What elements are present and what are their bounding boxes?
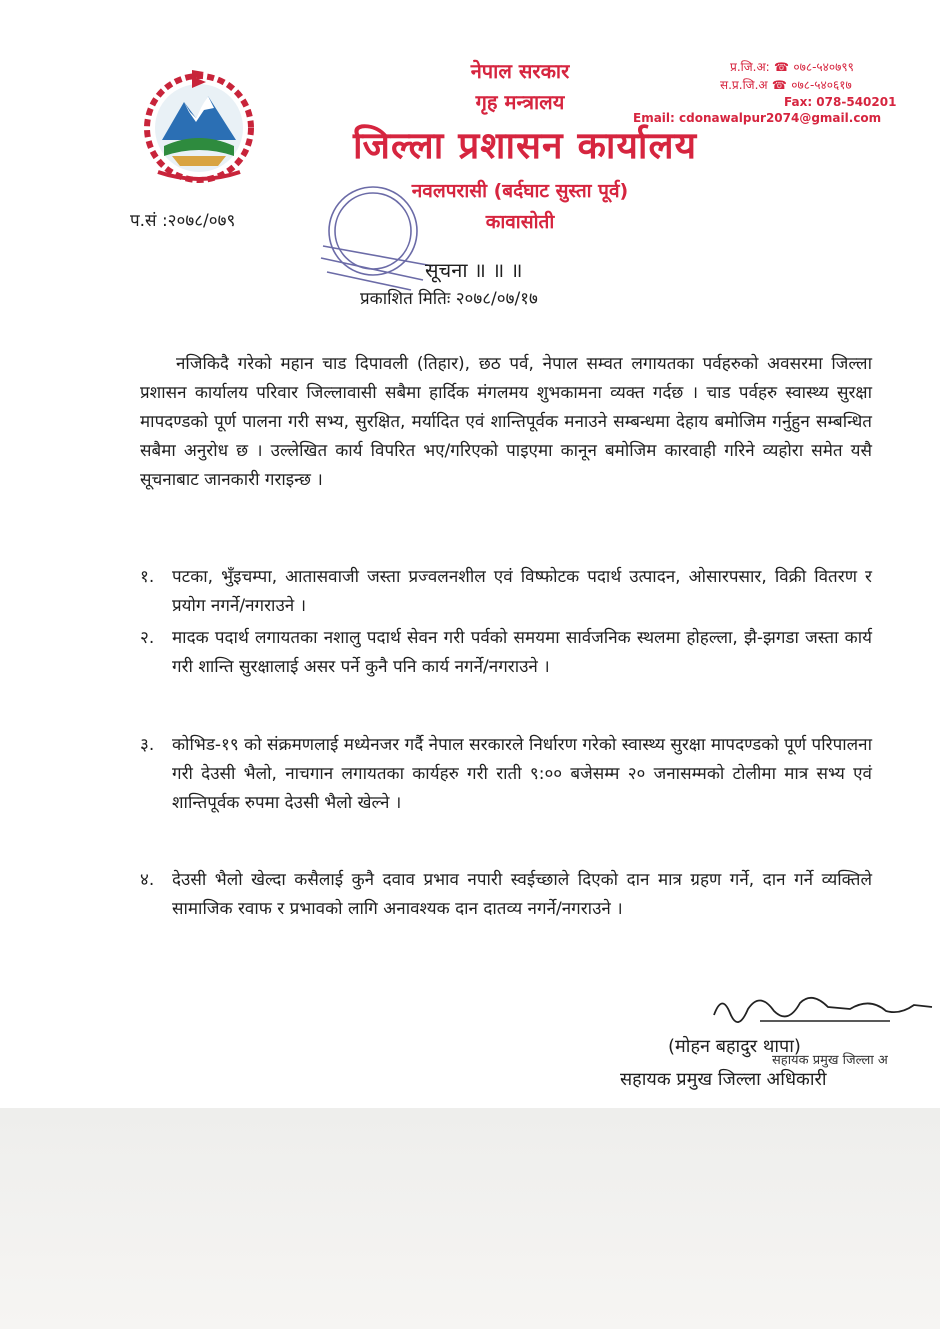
government-name: नेपाल सरकार [470,59,570,83]
fax-number: Fax: 078-540201 [784,95,897,109]
list-item-text: पटका, भुँइचम्पा, आतासवाजी जस्ता प्रज्वलनशील एवं विष्फोटक पदार्थ उत्पादन, ओसारपसार, विक्री वितरण र प्रयोग नगर्ने/नगराउने । [172,567,872,616]
signatory-designation: सहायक प्रमुख जिल्ला अधिकारी [620,1069,827,1090]
phone-acdo-label: स.प्र.जि.अ [720,78,768,92]
intro-paragraph: नजिकिदै गरेको महान चाड दिपावली (तिहार), छठ पर्व, नेपाल सम्वत लगायतका पर्वहरुको अवसरमा जिल्ला प्रशासन कार्यालय परिवार जिल्लावासी सबैमा हार्दिक मंगलमय शुभकामना व्यक्त गर्दछ । चाड पर्वहरु स्वास्थ्य सुरक्षा मापदण्डको पूर्ण पालना गरी सभ्य, सुरक्षित, मर्यादित एवं शान्तिपूर्वक मनाउने सम्बन्धमा देहाय बमोजिम गर्नुहुन सम्बन्धित सबैमा अनुरोध छ । उल्लेखित कार्य विपरित भए/गरिएको पाइएमा कानून बमोजिम कारवाही गरिने व्यहोरा समेत यसै सूचनाबाट जानकारी गराइन्छ । [140,354,872,490]
list-item-text: मादक पदार्थ लगायतका नशालु पदार्थ सेवन गरी पर्वको समयमा सार्वजनिक स्थलमा होहल्ला, झै-झगडा जस्ता कार्य गरी शान्ति सुरक्षालाई असर पर्ने कुनै पनि कार्य नगर्ने/नगराउने । [172,628,872,677]
list-item-text: कोभिड-१९ को संक्रमणलाई मध्येनजर गर्दै नेपाल सरकारले निर्धारण गरेको स्वास्थ्य सुरक्षा मापदण्डको पूर्ण परिपालना गरी देउसी भैलो, नाचगान लगायतका कार्यहरु गरी राती ९:०० बजेसम्म २० जनासम्मको टोलीमा मात्र सभ्य एवं शान्तिपूर्वक रुपमा देउसी भैलो खेल्ने । [172,735,872,813]
signature-icon [700,985,940,1035]
scan-margin [0,1108,940,1329]
designation-stamp: सहायक प्रमुख जिल्ला अ [772,1053,888,1068]
reference-number: प.सं :२०७८/०७९ [130,211,236,231]
phone-acdo-number: ०७८-५४०६१७ [791,78,852,92]
phone-cdo-number: ०७८-५४०७९९ [793,60,854,74]
phone-acdo [720,76,852,93]
phone-cdo-label: प्र.जि.अ: [730,60,770,74]
signatory-name: (मोहन बहादुर थापा) [668,1036,801,1057]
telephone-icon: ☎ [774,60,789,74]
district-name: नवलपरासी (बर्दघाट सुस्ता पूर्व) [411,180,629,202]
list-item-number: ४. [140,870,155,890]
list-item-number: १. [140,567,155,587]
ministry-name: गृह मन्त्रालय [475,90,565,114]
list-item-number: ३. [140,735,155,755]
town-name: कावासोती [485,211,555,233]
published-date: प्रकाशित मितिः २०७८/०७/१७ [360,289,538,309]
list-item-text: देउसी भैलो खेल्दा कसैलाई कुनै दवाव प्रभाव नपारी स्वईच्छाले दिएको दान मात्र ग्रहण गर्ने, दान गर्ने व्यक्तिले सामाजिक रवाफ र प्रभावको लागि अनावश्यक दान दातव्य नगर्ने/नगराउने । [172,870,872,919]
list-item-number: २. [140,628,155,648]
phone-cdo [730,58,854,75]
telephone-icon: ☎ [771,78,787,92]
nepal-emblem-icon [134,60,264,190]
office-name: जिल्ला प्रशासन कार्यालय [352,124,698,167]
email-address: Email: cdonawalpur2074@gmail.com [633,111,882,125]
notice-title: सूचना ॥ ॥ ॥ [425,258,523,282]
